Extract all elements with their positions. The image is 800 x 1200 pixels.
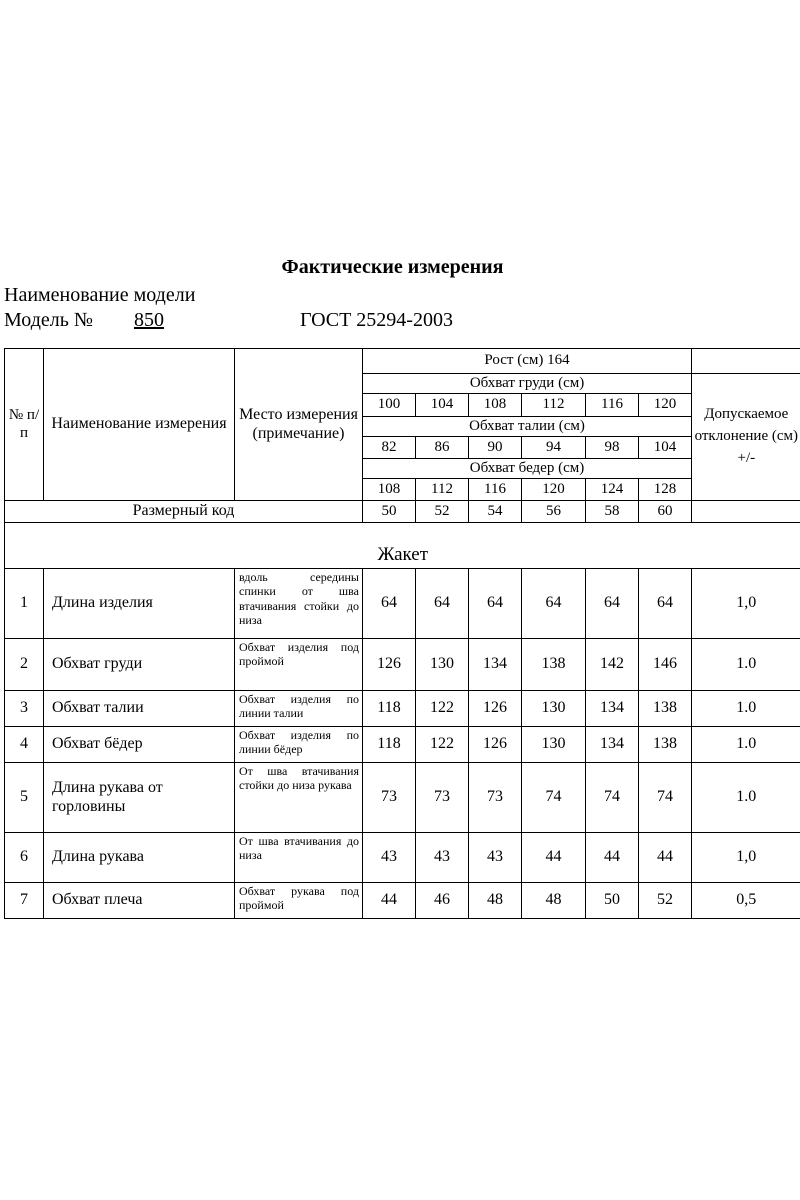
tolerance-value: 1,0 — [692, 569, 800, 639]
table-row — [5, 691, 800, 727]
measurement-note: От шва втачивания до низа — [235, 833, 363, 883]
gost-label: ГОСТ 25294-2003 — [300, 309, 453, 331]
measurement-name: Длина рукава — [44, 833, 235, 883]
measurement-value: 74 — [522, 763, 586, 833]
chest-size-cell: 104 — [416, 394, 469, 417]
waist-size-cell: 94 — [522, 437, 586, 459]
model-number-line — [4, 309, 196, 332]
measurement-note: Обхват изделия по линии талии — [235, 691, 363, 727]
table-row — [5, 833, 800, 883]
table-row — [5, 639, 800, 691]
hips-size-cell: 108 — [363, 479, 416, 501]
measurement-value: 73 — [469, 763, 522, 833]
header-row-height — [5, 349, 800, 374]
row-number: 4 — [5, 727, 44, 763]
measurement-value: 118 — [363, 727, 416, 763]
measurement-value: 130 — [416, 639, 469, 691]
measurement-value: 138 — [522, 639, 586, 691]
row-number: 2 — [5, 639, 44, 691]
measurement-value: 138 — [639, 691, 692, 727]
measurement-note: вдоль середины спинки от шва втачивания стойки до низа — [235, 569, 363, 639]
measurement-value: 122 — [416, 691, 469, 727]
size-code-cell: 56 — [522, 501, 586, 523]
measurement-value: 74 — [586, 763, 639, 833]
tolerance-value: 1.0 — [692, 727, 800, 763]
size-code-cell: 50 — [363, 501, 416, 523]
header-height: Рост (см) 164 — [363, 349, 692, 374]
measurement-note: Обхват изделия под проймой — [235, 639, 363, 691]
header-waist-label: Обхват талии (см) — [363, 417, 692, 437]
header-blank — [692, 349, 800, 374]
measurement-value: 46 — [416, 883, 469, 919]
measurement-value: 43 — [469, 833, 522, 883]
chest-size-cell: 112 — [522, 394, 586, 417]
model-number-label: Модель № — [4, 309, 93, 331]
measurement-value: 138 — [639, 727, 692, 763]
measurement-value: 126 — [469, 691, 522, 727]
measurement-value: 126 — [363, 639, 416, 691]
measurement-value: 122 — [416, 727, 469, 763]
header-name: Наименование измерения — [44, 349, 235, 501]
measurement-value: 44 — [586, 833, 639, 883]
section-title: Жакет — [5, 523, 800, 569]
hips-size-cell: 112 — [416, 479, 469, 501]
table-row — [5, 569, 800, 639]
waist-size-cell: 86 — [416, 437, 469, 459]
measurement-value: 50 — [586, 883, 639, 919]
tolerance-value: 1.0 — [692, 639, 800, 691]
size-code-cell: 52 — [416, 501, 469, 523]
measurement-table — [4, 348, 800, 919]
row-number: 6 — [5, 833, 44, 883]
table-row — [5, 763, 800, 833]
chest-size-cell: 120 — [639, 394, 692, 417]
header-chest-label: Обхват груди (см) — [363, 374, 692, 394]
measurement-value: 73 — [363, 763, 416, 833]
section-row — [5, 523, 800, 569]
measurement-value: 64 — [469, 569, 522, 639]
tolerance-value: 0,5 — [692, 883, 800, 919]
measurement-name: Обхват талии — [44, 691, 235, 727]
model-name-label: Наименование модели — [4, 284, 196, 306]
measurement-value: 130 — [522, 727, 586, 763]
header-place: Место измерения (примечание) — [235, 349, 363, 501]
measurement-value: 44 — [363, 883, 416, 919]
row-number: 1 — [5, 569, 44, 639]
header-hips-label: Обхват бедер (см) — [363, 459, 692, 479]
measurement-value: 48 — [522, 883, 586, 919]
measurement-value: 48 — [469, 883, 522, 919]
row-number: 5 — [5, 763, 44, 833]
tolerance-value: 1.0 — [692, 763, 800, 833]
measurement-note: Обхват рукава под проймой — [235, 883, 363, 919]
measurement-note: Обхват изделия по линии бёдер — [235, 727, 363, 763]
measurement-note: От шва втачивания стойки до низа рукава — [235, 763, 363, 833]
waist-size-cell: 90 — [469, 437, 522, 459]
measurement-value: 134 — [469, 639, 522, 691]
measurement-value: 126 — [469, 727, 522, 763]
measurement-value: 64 — [416, 569, 469, 639]
measurement-value: 118 — [363, 691, 416, 727]
hips-size-cell: 124 — [586, 479, 639, 501]
row-number: 7 — [5, 883, 44, 919]
size-code-cell: 58 — [586, 501, 639, 523]
measurement-value: 52 — [639, 883, 692, 919]
waist-size-cell: 98 — [586, 437, 639, 459]
measurement-value: 146 — [639, 639, 692, 691]
document-title: Фактические измерения — [281, 256, 504, 278]
size-code-row — [5, 501, 800, 523]
row-number: 3 — [5, 691, 44, 727]
measurement-value: 64 — [363, 569, 416, 639]
measurement-value: 134 — [586, 727, 639, 763]
hips-size-cell: 120 — [522, 479, 586, 501]
measurement-value: 142 — [586, 639, 639, 691]
measurement-value: 64 — [639, 569, 692, 639]
measurement-name: Длина рукава от горловины — [44, 763, 235, 833]
size-code-cell: 60 — [639, 501, 692, 523]
table-row — [5, 883, 800, 919]
header-tolerance: Допускаемое отклонение (см) +/- — [692, 374, 800, 501]
measurement-name: Обхват плеча — [44, 883, 235, 919]
measurement-value: 44 — [522, 833, 586, 883]
size-code-label: Размерный код — [5, 501, 363, 523]
model-number-value: 850 — [133, 309, 164, 331]
chest-size-cell: 100 — [363, 394, 416, 417]
hips-size-cell: 116 — [469, 479, 522, 501]
tolerance-value: 1,0 — [692, 833, 800, 883]
waist-size-cell: 104 — [639, 437, 692, 459]
measurement-value: 64 — [586, 569, 639, 639]
hips-size-cell: 128 — [639, 479, 692, 501]
size-code-cell: 54 — [469, 501, 522, 523]
measurement-value: 74 — [639, 763, 692, 833]
table-body — [5, 349, 800, 919]
measurement-value: 134 — [586, 691, 639, 727]
measurement-value: 64 — [522, 569, 586, 639]
tolerance-value: 1.0 — [692, 691, 800, 727]
measurement-value: 43 — [363, 833, 416, 883]
measurement-name: Длина изделия — [44, 569, 235, 639]
table-row — [5, 727, 800, 763]
measurement-name: Обхват груди — [44, 639, 235, 691]
measurement-value: 73 — [416, 763, 469, 833]
measurement-value: 43 — [416, 833, 469, 883]
waist-size-cell: 82 — [363, 437, 416, 459]
chest-size-cell: 108 — [469, 394, 522, 417]
header-number: № п/ п — [5, 349, 44, 501]
measurement-value: 130 — [522, 691, 586, 727]
measurement-value: 44 — [639, 833, 692, 883]
measurement-name: Обхват бёдер — [44, 727, 235, 763]
chest-size-cell: 116 — [586, 394, 639, 417]
size-code-blank — [692, 501, 800, 523]
